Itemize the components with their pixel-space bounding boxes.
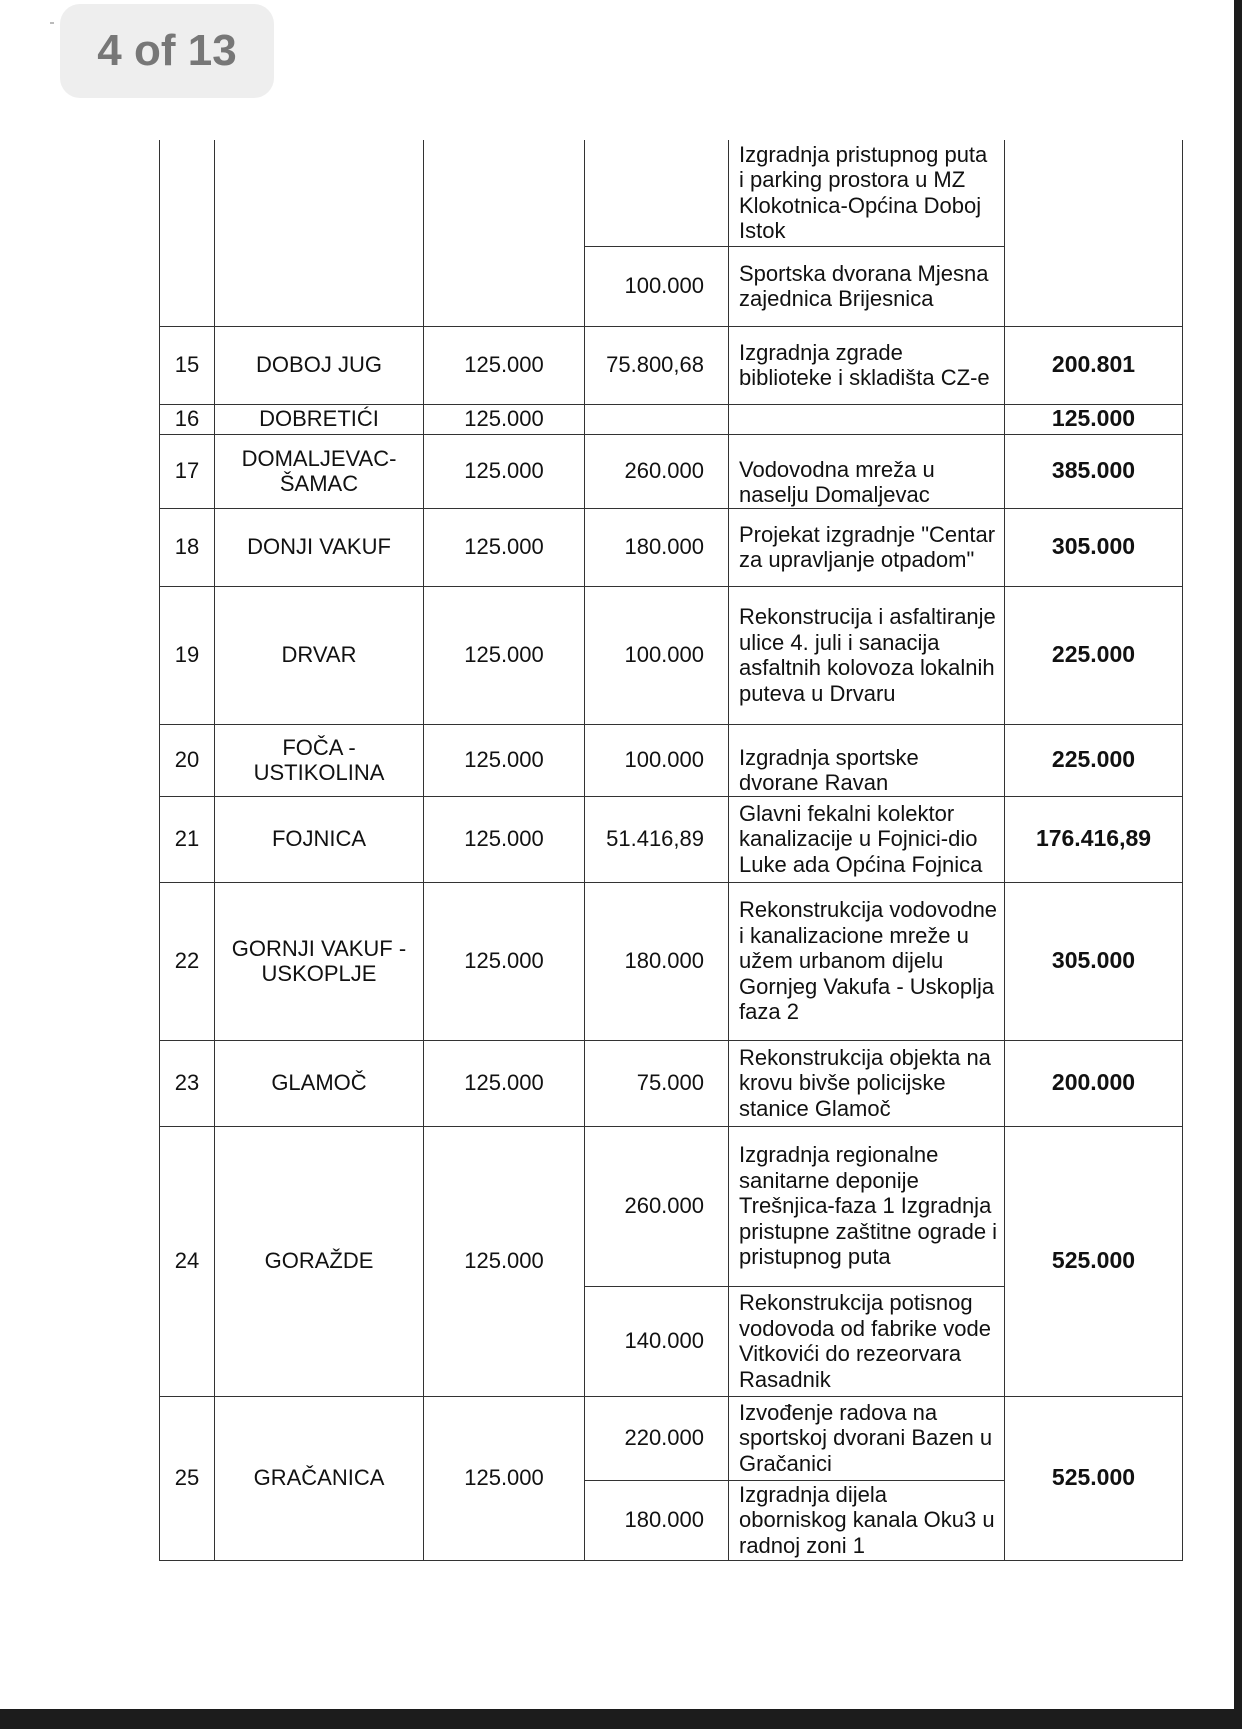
project-description-cell: Glavni fekalni kolektor kanalizacije u Fojnici-dio Luke ada Općina Fojnica [729,796,1005,882]
total-amount-cell: 176.416,89 [1005,796,1183,882]
project-description-cell: Rekonstrukcija vodovodne i kanalizacione mreže u užem urbanom dijelu Gornjeg Vakufa - Uskoplja faza 2 [729,882,1005,1040]
municipality-cell: DOBOJ JUG [215,326,424,404]
project-amount-cell: 100.000 [585,724,729,796]
municipality-cell: GORAŽDE [215,1126,424,1396]
municipality-cell: FOČA - USTIKOLINA [215,724,424,796]
screen-artifact-dot [50,22,54,24]
screen-edge-bottom [0,1709,1242,1729]
base-amount-cell: 125.000 [424,1040,585,1126]
table-row [160,434,1183,508]
project-description-cell [729,404,1005,434]
base-amount-cell: 125.000 [424,404,585,434]
table-row [160,1126,1183,1286]
row-number-cell: 19 [160,586,215,724]
total-amount-cell: 525.000 [1005,1396,1183,1560]
table-row [160,1040,1183,1126]
table-row [160,508,1183,586]
table-row [160,586,1183,724]
project-description-cell: Sportska dvorana Mjesna zajednica Brijesnica [729,246,1005,326]
table-row [160,404,1183,434]
row-number-cell: 16 [160,404,215,434]
total-amount-cell: 200.801 [1005,326,1183,404]
project-amount-cell [585,140,729,246]
project-description-cell: Izgradnja pristupnog puta i parking prostora u MZ Klokotnica-Općina Doboj Istok [729,140,1005,246]
project-amount-cell: 260.000 [585,1126,729,1286]
total-amount-cell: 225.000 [1005,724,1183,796]
project-amount-cell: 75.800,68 [585,326,729,404]
total-amount-cell: 385.000 [1005,434,1183,508]
project-description-cell: Izgradnja sportske dvorane Ravan [729,724,1005,796]
row-number-cell: 23 [160,1040,215,1126]
table-row [160,326,1183,404]
table-row [160,796,1183,882]
project-amount-cell: 100.000 [585,586,729,724]
project-description-cell: Projekat izgradnje "Centar za upravljanje otpadom" [729,508,1005,586]
municipality-cell: FOJNICA [215,796,424,882]
total-amount-cell: 200.000 [1005,1040,1183,1126]
row-number-cell: 20 [160,724,215,796]
total-amount-cell: 525.000 [1005,1126,1183,1396]
row-number-cell: 24 [160,1126,215,1396]
row-number-cell: 25 [160,1396,215,1560]
municipality-cell: DOMALJEVAC-ŠAMAC [215,434,424,508]
municipality-cell: GLAMOČ [215,1040,424,1126]
project-description-cell: Rekonstrukcija potisnog vodovoda od fabrike vode Vitkovići do rezeorvara Rasadnik [729,1286,1005,1396]
row-number-cell: 22 [160,882,215,1040]
total-amount-cell: 305.000 [1005,508,1183,586]
municipality-cell: DONJI VAKUF [215,508,424,586]
municipality-cell: GRAČANICA [215,1396,424,1560]
project-description-cell: Izgradnja zgrade biblioteke i skladišta CZ-e [729,326,1005,404]
project-amount-cell: 100.000 [585,246,729,326]
row-number-cell: 15 [160,326,215,404]
total-amount-cell [1005,140,1183,326]
base-amount-cell: 125.000 [424,796,585,882]
project-amount-cell: 51.416,89 [585,796,729,882]
project-amount-cell: 220.000 [585,1396,729,1480]
base-amount-cell: 125.000 [424,586,585,724]
project-description-cell: Izvođenje radova na sportskoj dvorani Bazen u Gračanici [729,1396,1005,1480]
table-body [160,140,1183,1560]
municipality-cell: DOBRETIĆI [215,404,424,434]
project-description-cell: Izgradnja regionalne sanitarne deponije Trešnjica-faza 1 Izgradnja pristupne zaštitne ograde i pristupnog puta [729,1126,1005,1286]
table-row [160,140,1183,246]
table-row [160,724,1183,796]
screen-edge-right [1234,0,1242,1729]
project-amount-cell: 75.000 [585,1040,729,1126]
base-amount-cell: 125.000 [424,326,585,404]
row-number-cell: 18 [160,508,215,586]
total-amount-cell: 125.000 [1005,404,1183,434]
municipality-cell: GORNJI VAKUF - USKOPLJE [215,882,424,1040]
total-amount-cell: 305.000 [1005,882,1183,1040]
project-description-cell: Rekonstrucija i asfaltiranje ulice 4. juli i sanacija asfaltnih kolovoza lokalnih puteva u Drvaru [729,586,1005,724]
row-number-cell: 17 [160,434,215,508]
project-description-cell: Izgradnja dijela oborniskog kanala Oku3 u radnoj zoni 1 [729,1480,1005,1560]
page-indicator: 4 of 13 [60,4,274,98]
project-amount-cell: 260.000 [585,434,729,508]
total-amount-cell: 225.000 [1005,586,1183,724]
municipality-cell: DRVAR [215,586,424,724]
table-row [160,882,1183,1040]
base-amount-cell [424,140,585,326]
project-amount-cell: 180.000 [585,508,729,586]
project-amount-cell: 140.000 [585,1286,729,1396]
base-amount-cell: 125.000 [424,1396,585,1560]
base-amount-cell: 125.000 [424,882,585,1040]
table-row [160,1396,1183,1480]
municipality-cell [215,140,424,326]
base-amount-cell: 125.000 [424,508,585,586]
base-amount-cell: 125.000 [424,1126,585,1396]
row-number-cell [160,140,215,326]
project-amount-cell: 180.000 [585,1480,729,1560]
project-amount-cell [585,404,729,434]
allocation-table [159,140,1183,1561]
base-amount-cell: 125.000 [424,434,585,508]
project-description-cell: Rekonstrukcija objekta na krovu bivše policijske stanice Glamoč [729,1040,1005,1126]
project-amount-cell: 180.000 [585,882,729,1040]
base-amount-cell: 125.000 [424,724,585,796]
project-description-cell: Vodovodna mreža u naselju Domaljevac [729,434,1005,508]
row-number-cell: 21 [160,796,215,882]
